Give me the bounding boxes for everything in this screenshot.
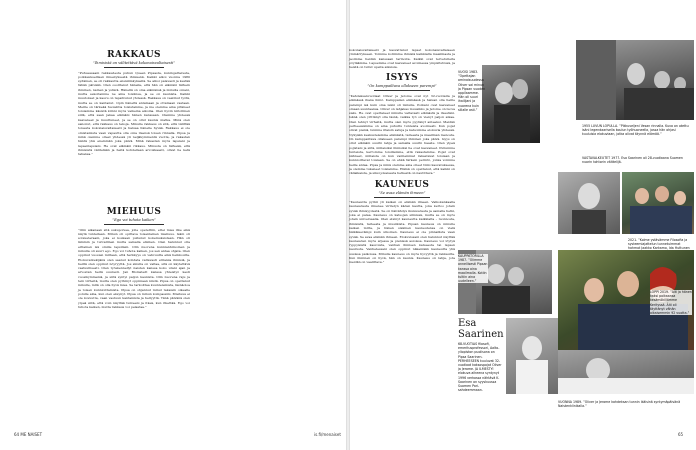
kauneus-subtitle: ”Se avaa elämän ihmeen” [378, 190, 426, 195]
divider [104, 67, 164, 68]
right-text-column [349, 48, 455, 266]
name-first: Esa [458, 318, 477, 329]
caption-1987: KAUPPATORILLA 1987. ”Olimme onnellisesti Pipsan kanssa aina maailmalla. Kotiin tultiin aina uudelleen.” [458, 254, 488, 284]
isyys-body: ”Kahdeksanvuotiaat Oliver ja Jerome ovat nyt 32-vuotiaita ja elämässä ihana ilmiö. Kamppailen elämässä ja haluan olla heille parempi isä kuin oma isäni oli minulle. Poikani ovat kasvaneet omaan suuntaansa. Oliver on lahjakas muusikko ja Jerome on luova sielu. He ovat opettaneet minulle valtavasti elämästä ja itsestäni. Isänä olen yrittänyt olla läsnä, vaikka työ on vienyt paljon aikaa. Olen tehnyt virheitä, mutta olen myös pyytänyt anteeksi. Meidän perheessämme on aina puhuttu tunteista avoimesti. Kun pojat olivat pieniä, luimme iltaisin satuja ja katsoimme elokuvia yhdessä. Nykyään keskustelemme elämästä, taiteesta ja maailman menosta. On kamppailtava ollakseen parempi ihminen joka päivä. Isyys on ollut elämäni suurin lahja ja samalla suurin haaste. Olen ylpeä pojistani ja siitä, millaisiksi ihmisiksi he ovat kasvaneet. Puhumme tunteista, kerromme toisillemme, että rakastamme. Pojat ovat nähneet, millaista on kun vanhemmat rakastavat toisiaan ja kunnioittavat toisiaan. Se on ehkä tärkein perintö, jonka voimme heille antaa. Pipsa ja minä olemme aina olleet tiimi kasvatuksessa, ja olemme tukeneet toisiamme. Elämä on opettanut, että kaikki on väliaikaista, ja siksi jokaisesta hetkestä on nautittava.” [349, 93, 455, 176]
caption-1983: VUOSI 1983. ”Opettajan ominaisuudessa Oliver sai minun ja Pipsan vuoden oppilaamme. Hän oli suuri ihailijani ja nuorena kuin sillalle asti.” [458, 70, 486, 112]
name-box [458, 318, 502, 422]
photo-group [622, 172, 694, 234]
caption-1977: VASTAVALKEUTET 1977. Esa Saarinen oli 28-vuotiaana Suomen nuorin tohtorin väittelijä. [582, 156, 683, 165]
rakkaus-heading: RAKKAUS [107, 50, 161, 60]
name-last: Saarinen [458, 329, 504, 340]
right-page [314, 0, 696, 450]
rakkaus-body: ”Puhuessaani rakkaudesta puhun Queen Pipsasta, kuningattaresta, poikkeuksellisen ilmestyksestä ihmisenä. Kaikki alkoi vuonna 1980 sydämen, se oli rakkautta ensisilmäyksellä. Se alkoi palavasti ja kestää tähän päivään. Olen osoittanut hänelle, että hän on elämäni tärkein ihminen, nainen ja ystävä. Hänellä on oma elämänsä ja minulla omani, mutta sekoitamme ne aina toisiinsa, ja se on kaunista. Kaikki muutokset ja kasvu on tapahtunut yhdessä. Rakkaus on vaatinut työtä, mutta se on kantanut. Opin häneltä antamaan ja ottamaan vastaan. Meille on tärkeää huolehtia toisistamme, ja me olemme aina pitäneet toisiamme käsistä kiinni myös vaikeina aikoina. Olen hyvin kiitollinen siitä, että saan jakaa elämäni hänen kanssaan. Olemme yhdessä kasvaneet ja muuttuneet, ja se on ollut kaunis matka. Minä olen sanonut, että rakkaus on tekoja. Minulle rakkaus on sitä, että välittää toisesta kokonaisvaltaisesti ja haluaa hänelle hyvää. Rakkaus ei ole omistamista vaan vapautta olla oma itsensä toisen rinnalla. Pipsa ja minä olemme olleet yhdessä yli neljäkymmentä vuotta, ja rakastan häntä yhä enemmän joka päivä. Minä rakastan myös lapsiani ja lapsenlapsiani. He ovat elämäni rikkaus. Minusta on tärkeää, että ihmisistä välitetään ja heitä kohdellaan arvokkaasti, olivat he ketä tahansa.” [78, 70, 190, 157]
page-number-left: 64 ME NAISET [14, 432, 43, 437]
rakkaus-section [78, 50, 190, 158]
left-page [0, 0, 346, 450]
photo-young-1977 [558, 172, 620, 234]
photo-twins-1989 [506, 318, 558, 394]
caption-1955: 1955 LUVUN LOPULLA. ”Pikkuveljeni Vesan rinnalla. Kuva on otettu isäni legendaarisella koulun työhuoneella, jossa hän ohjasi kuuluisia elokuviaan, jotka olivat täynnä elämää.” [582, 124, 689, 137]
intro-text: kokonaisvaltaisesti ja kasvattanut lapset kokonaisvaltaiseen ymmärrykseen. Toimme kotiimme ihmisiä kaikkialta maailmasta ja jaoimme heidän kanssaan tarinoita. Kaikki ovat tervetulleita pöytäämme. Lapsemme ovat kasvaneet avoimessa ympäristössä, ja heistä on tullut upeita aikuisia. [349, 48, 455, 70]
miehuus-subtitle: ”Ego voi tuhota kaiken” [112, 218, 156, 222]
miehuus-section [78, 207, 190, 310]
photo-family-figures [576, 40, 694, 120]
divider [374, 197, 430, 198]
divider [104, 224, 164, 225]
miehuus-heading: MIEHUUS [106, 207, 162, 217]
photo-couple-1983 [482, 65, 540, 143]
photo-baby [506, 318, 558, 394]
isyys-heading: ISYYS [385, 73, 419, 84]
divider [374, 90, 430, 91]
name-box-text: 68-VUOTIAS filosofi, emeritusprofessori, Aalto-yliopiston puolisona on Pipsa Saarinen. PERHEESEEN kuuluvat 32-vuotiaat kaksospojat Oliver ja Jerome. JA ILMESTYI elokuva aiheena syntynyt 1996 verkossa nähtävä K. Saarinen on syyskuussa Suomen Pari-sahdeemmaan. [458, 342, 502, 393]
photo-figures [482, 65, 540, 143]
caption-2019: LOPPI 2019. ”Äiti ja hänen kaksi poikaansa kesämökillämme Kerityssä. Äiti oli täyttänyt vähän aikaisemmin 92 vuotta.” [650, 290, 692, 316]
photo-portrait [558, 172, 620, 234]
photo-twins-mother [558, 350, 694, 394]
isyys-subtitle: ”On kamppailtava ollakseen parempi” [367, 84, 437, 89]
miehuus-body: ”Olin aikanaan sitä sukupolvea, jolle opetettiin, ettei mies itke eikä näytä tunteitaan. Minun oli opittava toisenlainen miehuus. Isäni oli sotaveteraani, joka ei koskaan puhunut kokemuksistaan. Hän oli lämmin ja turvallinen mutta samalla etäinen. Olen halunnut olla erilainen isä omille lapsilleni. Olin nuorena kunnianhimoinen ja minulla oli suuri ego. Ego voi tuhota kaiken, jos sen antaa ohjata. Olen oppinut vuosien mittaan, että herkkyys on vahvuutta eikä heikkoutta. Elokuvantekijänä olen saanut kohdata valtavasti erilaisia ihmisiä, ja heiltä olen oppinut nöyryyttä. Jos sinulla on valtaa, sitä on käytettävä vastuullisesti. Olen työskennellyt naisten kanssa koko urani ajan ja arvostan heitä suuresti. Jan Blomstedt kanssa yhteistyö kesti vuosikymmeniä, ja siitä syntyi paljon kaunista. Olin nuorena raju ja tein virheitä, mutta olen pyrkinyt oppimaan niistä. Pipsa on opettanut minulle, mitä on olla hyvä mies. Se tarkoittaa kuuntelemista, läsnäoloa ja toisen kunnioittamista. Pipsa on ohjannut minut takaisin oikealle polulle aina, kun olen eksynyt. Pipsa on minun kompassini. Miehuus ei ole kovuutta, vaan vastuun kantamista ja hellyyttä. Tänä päivänä olen ylpeä siitä, että voin näyttää tunteeni ja itkeä, kun itkettää. Ego voi tuhota kaiken, mutta rakkaus voi pelastaa.” [78, 227, 190, 309]
caption-1989: VUONNA 1989. ”Oliver ja Jerome kahdeksan tunnin ikäisinä syntymäpäivänä Naistenklinikalla.” [558, 400, 681, 409]
kauneus-body: ”Kauneutta pyrkii yli kaiken on elämän ilmeen. Valkokankaalla kauneudesta ilmenee viritetyn käden kautta, joka kertoo jotain syvää ihmisyydestä. Se on häivähdys ikuisuudesta ja samalla hetki, joka ei palaa. Kauneus on katsojan silmissä, mutta se on myös jotain universaalia. Olen etsinyt kauneutta kaikkialta – luonnosta, ihmisistä, taiteesta ja musiikista. Pipsan kauneus on minulle kaiken mitta, ja hänen sisäinen kauneutensa on vielä häikäisevämpi kuin ulkoinen. Kauneus ei ole pinnallista vaan syvää. Se avaa elämän ihmeen. Elokuvissani olen halunnut näyttää kauneuden myös arjessa ja pienissä asioissa. Kauneus voi löytyä ryppyisistä kasvoista, vanhan ihmisen katseesta tai lapsen naurusta. Vanhetessani olen oppinut näkemään kauneutta yhä uusissa paikoissa. Minulle kauneus on myös hyvyyttä ja rakkautta. Kun ihminen on hyvä, hän on kaunis. Kauneus on lahja, jota meidän on vaalittava.” [349, 200, 455, 265]
caption-2021: 2021. ”Kolme ystävämme Filosofia ja systeemiajattelun tunnetuimmat hahmot Jaakko Karkamo, Ida Huttunen [628, 238, 690, 251]
rakkaus-subtitle: ”Ihmisistä on välitettävä kokonaisvaltaisesti” [92, 61, 176, 65]
page-number-right: 65 [678, 432, 684, 437]
photo-mother [558, 350, 694, 394]
photo-2021 [622, 172, 694, 234]
folio-url: is.fi/menaiset [314, 432, 341, 437]
photo-family-1955 [576, 40, 694, 120]
kauneus-heading: KAUNEUS [374, 179, 430, 190]
